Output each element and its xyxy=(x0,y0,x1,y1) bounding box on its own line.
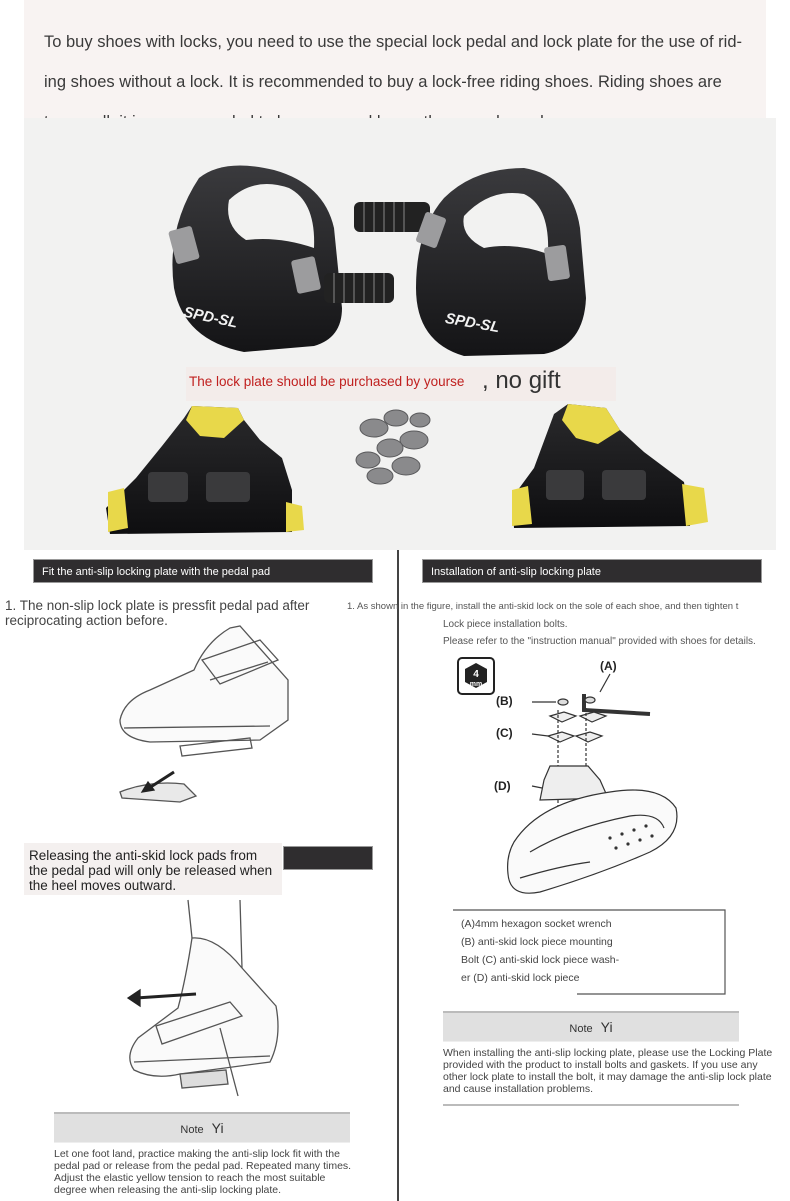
right-pedal-brand: SPD-SL xyxy=(443,309,501,337)
right-step-1: 1. As shown in the figure, install the anti-skid lock on the sole of each shoe, and then tighten t xyxy=(347,601,739,612)
legend xyxy=(447,908,727,996)
installation-diagram xyxy=(450,652,690,908)
svg-text:mm: mm xyxy=(469,681,483,688)
legend-item-b: (B) anti-skid lock piece mounting xyxy=(461,936,613,948)
label-a: (A) xyxy=(600,659,617,673)
left-section-header: Fit the anti-slip locking plate with the pedal pad xyxy=(33,559,373,583)
product-photo xyxy=(24,118,776,550)
press-fit-illustration xyxy=(110,620,300,810)
left-note-bar xyxy=(54,1112,350,1143)
legend-item-d: er (D) anti-skid lock piece xyxy=(461,972,580,984)
legend-item-c: Bolt (C) anti-skid lock piece wash- xyxy=(461,954,620,966)
left-note-text: Let one foot land, practice making the anti-slip lock fit with the pedal pad or release from the pedal pad. Repeated many times. Adjust the elastic yellow tension to reach the most suitable degree when releasing the anti-slip locking plate. xyxy=(54,1148,352,1196)
manual-reference: Please refer to the "instruction manual" provided with shoes for details. xyxy=(443,636,756,647)
lock-bolts-line: Lock piece installation bolts. xyxy=(443,619,568,630)
release-text: Releasing the anti-skid lock pads from the pedal pad will only be released when the heel moves outward. xyxy=(29,848,273,893)
right-pedal xyxy=(354,168,586,356)
right-note-bar xyxy=(443,1011,739,1042)
left-note-label: Note xyxy=(180,1124,204,1136)
right-cleat xyxy=(512,404,708,528)
svg-text:4: 4 xyxy=(473,669,479,680)
pedal-and-cleat-illustration xyxy=(24,118,776,550)
right-note-yi: Yi xyxy=(600,1019,613,1035)
label-d: (D) xyxy=(494,779,511,793)
right-note-label: Note xyxy=(569,1023,593,1035)
label-b: (B) xyxy=(496,694,513,708)
left-step-1: 1. The non-slip lock plate is pressfit pedal pad after reciprocating action before. xyxy=(5,598,310,628)
heel-release-illustration xyxy=(120,898,300,1108)
notice-line-2: ing shoes without a lock. It is recommended to buy a lock-free riding shoes. Riding shoes are xyxy=(44,73,722,91)
label-c: (C) xyxy=(496,726,513,740)
no-gift-label: , no gift xyxy=(482,367,561,394)
right-note-text: When installing the anti-slip locking plate, please use the Locking Plate provided with the product to install bolts and gaskets. If you use any other lock plate to install the bolt, it may damage the anti-slip lock plate and cause installation problems. xyxy=(443,1047,773,1095)
lock-plate-notice: The lock plate should be purchased by yourse xyxy=(189,374,465,389)
right-note-rule xyxy=(443,1104,739,1106)
left-pedal xyxy=(168,166,394,353)
bolt-pile xyxy=(356,410,430,484)
release-dark-tab xyxy=(283,846,373,870)
left-pedal-brand: SPD-SL xyxy=(181,303,240,332)
legend-item-a: (A)4mm hexagon socket wrench xyxy=(461,918,612,930)
left-cleat xyxy=(106,406,304,534)
column-divider xyxy=(397,550,399,1201)
hex-size-badge xyxy=(458,658,494,694)
left-note-yi: Yi xyxy=(211,1120,224,1136)
right-section-header: Installation of anti-slip locking plate xyxy=(422,559,762,583)
notice-line-1: To buy shoes with locks, you need to use the special lock pedal and lock plate for the use of rid- xyxy=(44,33,742,51)
